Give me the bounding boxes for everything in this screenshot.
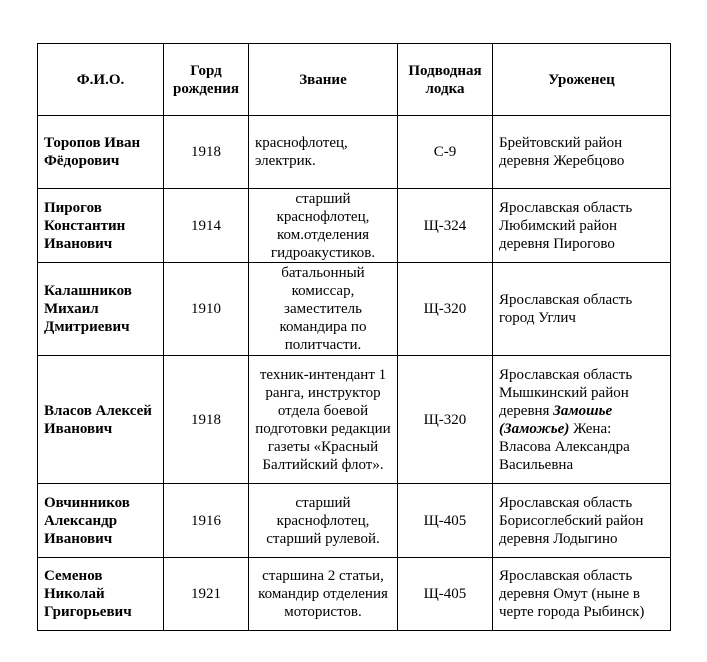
submarine: Щ-320	[398, 356, 493, 484]
origin-village-emphasis: Замошье (Заможье)	[499, 402, 613, 437]
birth-year: 1914	[164, 189, 249, 263]
header-name: Ф.И.О.	[38, 44, 164, 116]
person-name: Пирогов Константин Иванович	[38, 189, 164, 263]
origin: Ярославская область Любимский район деревня Пирогово	[493, 189, 671, 263]
person-name: Калашников Михаил Дмитриевич	[38, 263, 164, 356]
person-name: Власов Алексей Иванович	[38, 356, 164, 484]
origin: Ярославская область Борисоглебский район деревня Лодыгино	[493, 484, 671, 558]
origin-text-start: Ярославская область Мышкинский район деревня	[499, 366, 633, 419]
origin	[493, 356, 671, 484]
header-origin: Уроженец	[493, 44, 671, 116]
submarine: Щ-324	[398, 189, 493, 263]
submarine: Щ-405	[398, 558, 493, 631]
birth-year: 1910	[164, 263, 249, 356]
table-row	[38, 263, 671, 356]
origin-text-end: Жена: Власова Александра Васильевна	[499, 420, 630, 473]
rank: старшина 2 статьи, командир отделения мотористов.	[249, 558, 398, 631]
header-birth-year: Горд рождения	[164, 44, 249, 116]
rank: старший краснофлотец, старший рулевой.	[249, 484, 398, 558]
person-name: Семенов Николай Григорьевич	[38, 558, 164, 631]
personnel-table	[37, 43, 671, 631]
birth-year: 1921	[164, 558, 249, 631]
table-row	[38, 116, 671, 189]
submarine: Щ-405	[398, 484, 493, 558]
origin: Ярославская область деревня Омут (ныне в черте города Рыбинск)	[493, 558, 671, 631]
header-row	[38, 44, 671, 116]
header-rank: Звание	[249, 44, 398, 116]
submarine: Щ-320	[398, 263, 493, 356]
submarine: С-9	[398, 116, 493, 189]
person-name: Торопов Иван Фёдорович	[38, 116, 164, 189]
table-row	[38, 484, 671, 558]
origin: Брейтовский район деревня Жеребцово	[493, 116, 671, 189]
table-row	[38, 189, 671, 263]
person-name: Овчинников Александр Иванович	[38, 484, 164, 558]
header-submarine: Подводная лодка	[398, 44, 493, 116]
birth-year: 1916	[164, 484, 249, 558]
rank: техник-интендант 1 ранга, инструктор отдела боевой подготовки редакции газеты «Красный Балтийский флот».	[249, 356, 398, 484]
rank: краснофлотец, электрик.	[249, 116, 398, 189]
rank: старший краснофлотец, ком.отделения гидроакустиков.	[249, 189, 398, 263]
birth-year: 1918	[164, 356, 249, 484]
table-row	[38, 558, 671, 631]
rank: батальонный комиссар, заместитель командира по политчасти.	[249, 263, 398, 356]
table-row	[38, 356, 671, 484]
origin: Ярославская область город Углич	[493, 263, 671, 356]
birth-year: 1918	[164, 116, 249, 189]
